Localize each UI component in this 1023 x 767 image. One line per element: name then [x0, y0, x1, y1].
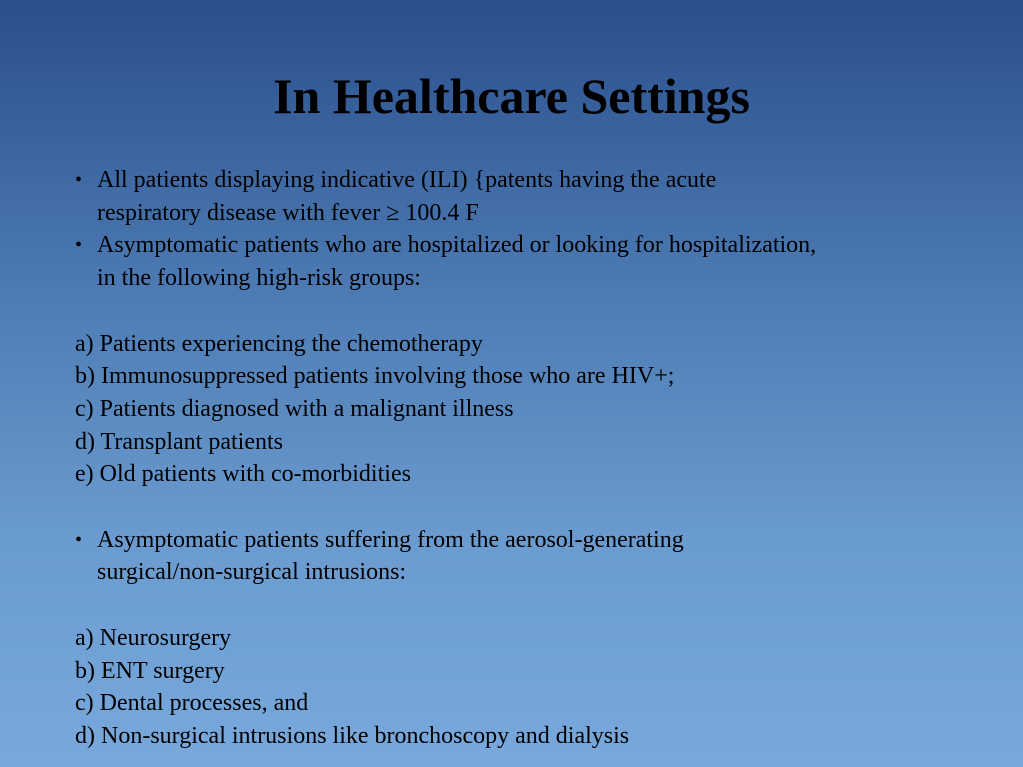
list-item: b) Immunosuppressed patients involving those who are HIV+; — [75, 363, 675, 390]
bullet-item-ili-patients — [75, 164, 975, 229]
list-item: b) ENT surgery — [75, 657, 225, 684]
slide-title: In Healthcare Settings — [273, 68, 750, 124]
list-item: c) Dental processes, and — [75, 690, 309, 717]
list-item: d) Transplant patients — [75, 428, 283, 455]
bullet-text-line: Asymptomatic patients who are hospitalized or looking for hospitalization, — [97, 232, 817, 259]
bullet-dot-icon: • — [75, 169, 83, 191]
spacer — [75, 295, 975, 328]
bullet-text-line: in the following high-risk groups: — [97, 265, 421, 292]
spacer — [75, 491, 975, 524]
bullet-dot-icon: • — [75, 234, 83, 257]
bullet-dot-icon: • — [75, 528, 83, 551]
bullet-text-line: surgical/non-surgical intrusions: — [97, 559, 407, 586]
bullet-text-line: All patients displaying indicative (ILI) {patents having the acute — [97, 167, 717, 193]
spacer — [75, 589, 975, 622]
list-item: d) Non-surgical intrusions like bronchoscopy and dialysis — [75, 722, 630, 749]
list-item: a) Patients experiencing the chemotherapy — [75, 330, 483, 357]
procedure-list — [75, 622, 975, 753]
list-item: e) Old patients with co-morbidities — [75, 461, 411, 488]
high-risk-group-list — [75, 328, 975, 492]
bullet-item-asymptomatic-hospitalized — [75, 229, 975, 294]
bullet-text-line: respiratory disease with fever ≥ 100.4 F — [97, 199, 479, 226]
list-item: a) Neurosurgery — [75, 624, 232, 651]
bullet-text-line: Asymptomatic patients suffering from the aerosol-generating — [97, 526, 684, 553]
slide-body — [75, 164, 975, 753]
bullet-item-aerosol-intrusions — [75, 524, 975, 589]
list-item: c) Patients diagnosed with a malignant illness — [75, 395, 514, 422]
